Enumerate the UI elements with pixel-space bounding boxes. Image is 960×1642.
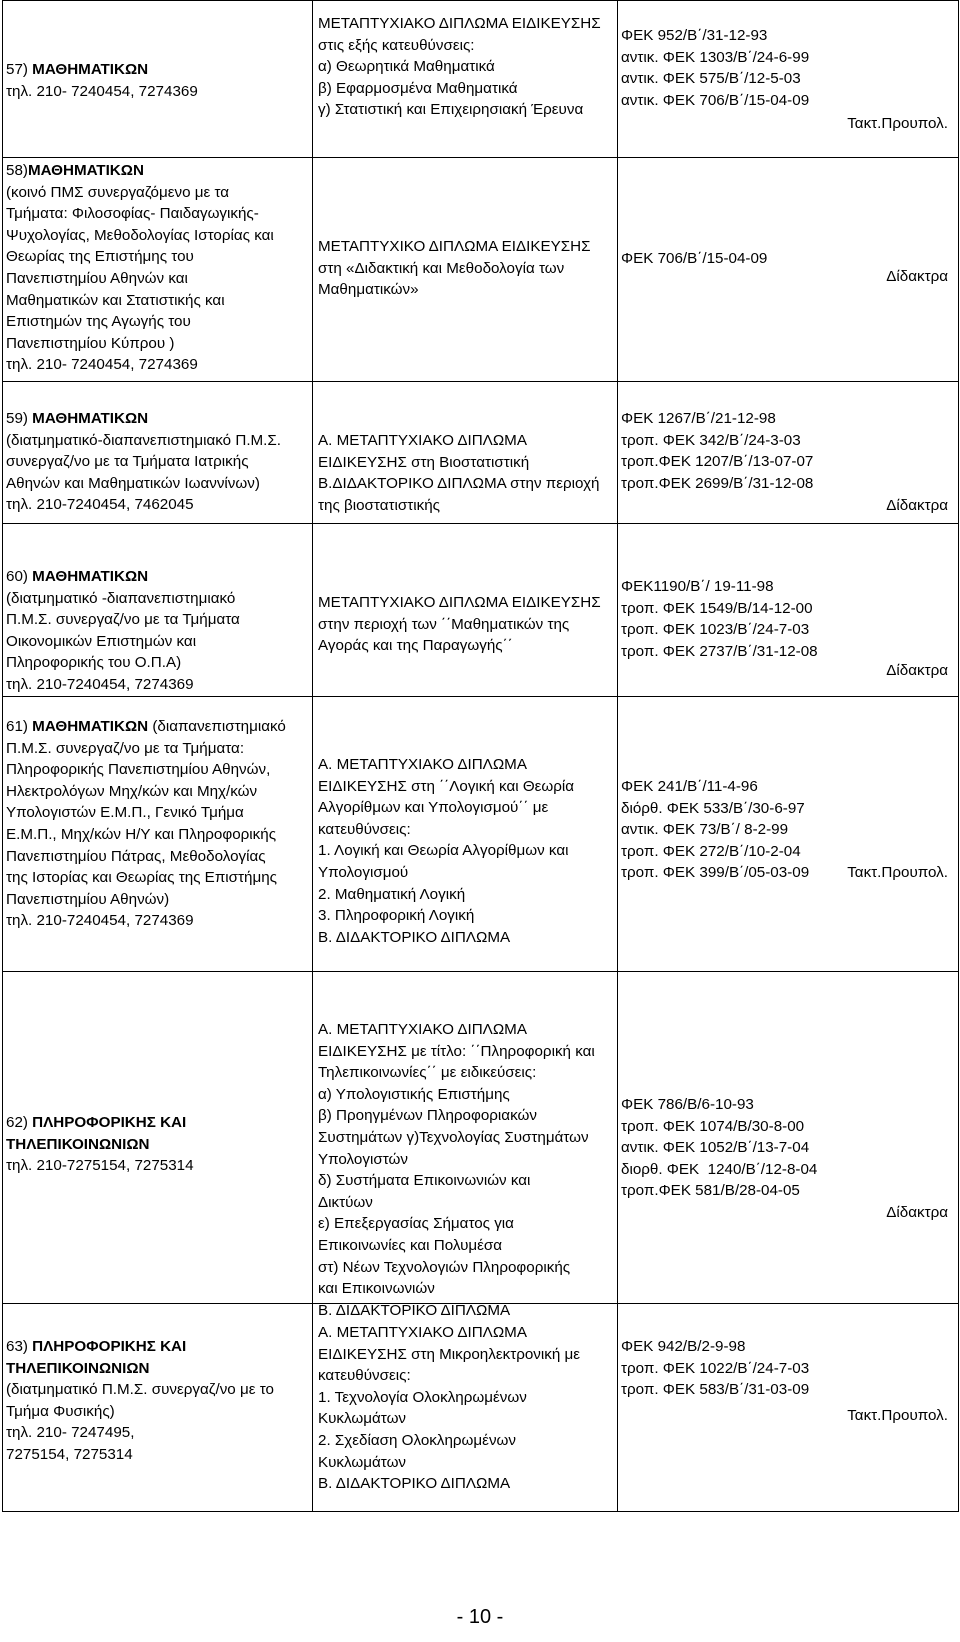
department-line: Πανεπιστημίου Κύπρου ) <box>6 334 175 352</box>
department-line: (κοινό ΠΜΣ συνεργαζόμενο με τα <box>6 183 230 201</box>
department-line: Θεωρίας της Επιστήμης του <box>6 248 194 266</box>
funding-tag: Τακτ.Προυπολ. <box>847 1407 948 1424</box>
gazette-line: διόρθ. ΦΕΚ 533/Β΄/30-6-97 <box>621 799 805 817</box>
degree-line: Τηλεπικοινωνίες΄΄ με ειδικεύσεις: <box>318 1064 537 1082</box>
gazette-line: τροπ. ΦΕΚ 399/Β΄/05-03-09 <box>621 864 810 882</box>
gazette-line: ΦΕΚ 952/Β΄/31-12-93 <box>621 27 768 44</box>
department-line: τηλ. 210- 7240454, 7274369 <box>6 82 198 100</box>
department-title <box>6 408 281 430</box>
gazette-cell <box>618 158 958 381</box>
row-number: 60) <box>6 568 33 585</box>
degree-cell <box>313 697 618 971</box>
department-line: Αθηνών και Μαθηματικών Ιωαννίνων) <box>6 474 260 492</box>
department-note: (διαπανεπιστημιακό <box>148 718 286 735</box>
gazette-line: τροπ. ΦΕΚ 2737/Β΄/31-12-08 <box>621 642 818 660</box>
gazette-line: ΦΕΚ 942/Β/2-9-98 <box>621 1338 746 1355</box>
gazette-cell <box>618 524 958 696</box>
department-line: 7275154, 7275314 <box>6 1445 133 1463</box>
department-cell <box>3 158 313 381</box>
degree-line: Αγοράς και της Παραγωγής΄΄ <box>318 637 513 655</box>
department-name: ΜΑΘΗΜΑΤΙΚΩΝ <box>32 410 149 427</box>
department-text <box>6 1336 274 1466</box>
degree-line: β) Εφαρμοσμένα Μαθηματικά <box>318 79 518 97</box>
department-name: ΜΑΘΗΜΑΤΙΚΩΝ <box>32 718 149 735</box>
department-line: Ε.Μ.Π., Μηχ/κών Η/Υ και Πληροφορικής <box>6 825 277 843</box>
department-line: (διατμηματικό Π.Μ.Σ. συνεργαζ/νο με το <box>6 1381 274 1399</box>
department-cell <box>3 972 313 1303</box>
department-title <box>6 1336 274 1358</box>
department-text <box>6 716 286 932</box>
department-line: της Ιστορίας και Θεωρίας της Επιστήμης <box>6 869 278 887</box>
department-text <box>6 566 240 696</box>
gazette-cell <box>618 1304 958 1511</box>
degree-text <box>318 430 600 516</box>
department-line: Πανεπιστημίου Πάτρας, Μεθοδολογίας <box>6 847 266 865</box>
department-cell <box>3 382 313 523</box>
department-title <box>6 1112 194 1134</box>
degree-line: Συστημάτων γ)Τεχνολογίας Συστημάτων <box>318 1128 589 1146</box>
department-text <box>6 408 281 516</box>
row-number: 61) <box>6 718 33 735</box>
department-line: τηλ. 210-7240454, 7274369 <box>6 912 194 930</box>
degree-line: κατευθύνσεις: <box>318 1367 411 1385</box>
funding-tag: Δίδακτρα <box>886 1204 948 1221</box>
gazette-text <box>621 776 809 884</box>
degree-line: β) Προηγμένων Πληροφοριακών <box>318 1107 537 1125</box>
degree-line: Α. ΜΕΤΑΠΤΥΧΙΑΚΟ ΔΙΠΛΩΜΑ <box>318 756 527 773</box>
gazette-text <box>621 248 767 270</box>
department-text <box>6 59 198 102</box>
department-name: ΠΛΗΡΟΦΟΡΙΚΗΣ ΚΑΙ <box>32 1114 187 1131</box>
degree-line: και Επικοινωνιών <box>318 1280 435 1298</box>
degree-line: ΕΙΔΙΚΕΥΣΗΣ με τίτλο: ΄΄Πληροφορική και <box>318 1042 595 1060</box>
degree-cell <box>313 524 618 696</box>
department-line: τηλ. 210-7240454, 7274369 <box>6 675 194 693</box>
degree-line: Β.ΔΙΔΑΚΤΟΡΙΚΟ ΔΙΠΛΩΜΑ στην περιοχή <box>318 475 600 493</box>
degree-line: α) Θεωρητικά Μαθηματικά <box>318 58 495 76</box>
degree-line: 1. Τεχνολογία Ολοκληρωμένων <box>318 1388 527 1406</box>
department-name-cont: ΤΗΛΕΠΙΚΟΙΝΩΝΙΩΝ <box>6 1359 150 1377</box>
degree-text <box>318 1322 580 1495</box>
department-line: Π.Μ.Σ. συνεργαζ/νο με τα Τμήματα <box>6 611 240 629</box>
gazette-line: αντικ. ΦΕΚ 575/Β΄/12-5-03 <box>621 70 801 88</box>
degree-line: Επικοινωνίες και Πολυμέσα <box>318 1236 503 1254</box>
department-line: Τμήματα: Φιλοσοφίας- Παιδαγωγικής- <box>6 205 259 223</box>
department-line: τηλ. 210- 7247495, <box>6 1424 135 1442</box>
department-line: (διατμηματικό -διαπανεπιστημιακό <box>6 589 236 607</box>
department-name: ΜΑΘΗΜΑΤΙΚΩΝ <box>27 162 144 179</box>
degree-line: α) Υπολογιστικής Επιστήμης <box>318 1085 510 1103</box>
department-text <box>6 160 274 376</box>
gazette-line: αντικ. ΦΕΚ 1052/Β΄/13-7-04 <box>621 1139 810 1157</box>
department-line: Μαθηματικών και Στατιστικής και <box>6 291 225 309</box>
gazette-text <box>621 576 818 662</box>
degree-cell <box>313 158 618 381</box>
gazette-line: ΦΕΚ 241/Β΄/11-4-96 <box>621 778 758 795</box>
gazette-text <box>621 1094 817 1202</box>
department-title <box>6 59 198 81</box>
department-line: Επιστημών της Αγωγής του <box>6 313 191 331</box>
gazette-text <box>621 1336 809 1401</box>
degree-line: ΜΕΤΑΠΤΥΧΙΑΚΟ ΔΙΠΛΩΜΑ ΕΙΔΙΚΕΥΣΗΣ <box>318 15 601 32</box>
degree-text <box>318 13 601 121</box>
table-row <box>2 972 959 1319</box>
gazette-line: τροπ.ΦΕΚ 1207/Β΄/13-07-07 <box>621 453 814 471</box>
department-cell <box>3 1304 313 1511</box>
degree-line: κατευθύνσεις: <box>318 820 411 838</box>
degree-line: στην περιοχή των ΄΄Μαθηματικών της <box>318 615 570 633</box>
table-row <box>2 1304 959 1512</box>
page-number: - 10 - <box>456 1606 504 1628</box>
gazette-line: ΦΕΚ 786/Β/6-10-93 <box>621 1096 754 1113</box>
department-name: ΜΑΘΗΜΑΤΙΚΩΝ <box>32 61 149 78</box>
gazette-line: αντικ. ΦΕΚ 706/Β΄/15-04-09 <box>621 91 810 109</box>
gazette-line: ΦΕΚ 1267/Β΄/21-12-98 <box>621 410 776 427</box>
gazette-line: τροπ. ΦΕΚ 1549/Β/14-12-00 <box>621 599 813 617</box>
degree-text <box>318 592 601 657</box>
degree-line: 2. Μαθηματική Λογική <box>318 885 466 903</box>
degree-line: Υπολογισμού <box>318 863 409 881</box>
degree-text <box>318 754 574 948</box>
degree-line: Β. ΔΙΔΑΚΤΟΡΙΚΟ ΔΙΠΛΩΜΑ <box>318 928 511 946</box>
department-line: Πανεπιστημίου Αθηνών) <box>6 890 170 908</box>
table-row <box>2 524 959 697</box>
department-cell <box>3 697 313 971</box>
department-line: τηλ. 210-7240454, 7462045 <box>6 496 194 514</box>
row-number: 62) <box>6 1114 33 1131</box>
department-name-cont: ΤΗΛΕΠΙΚΟΙΝΩΝΙΩΝ <box>6 1135 150 1153</box>
degree-line: Κυκλωμάτων <box>318 1410 407 1428</box>
gazette-line: αντικ. ΦΕΚ 1303/Β΄/24-6-99 <box>621 48 810 66</box>
degree-line: Αλγορίθμων και Υπολογισμού΄΄ με <box>318 799 549 817</box>
gazette-line: τροπ. ΦΕΚ 342/Β΄/24-3-03 <box>621 431 801 449</box>
row-number: 58) <box>6 162 28 179</box>
department-title <box>6 716 286 738</box>
gazette-cell <box>618 382 958 523</box>
table-row <box>2 382 959 524</box>
degree-line: Κυκλωμάτων <box>318 1453 407 1471</box>
degree-line: ΕΙΔΙΚΕΥΣΗΣ στη Βιοστατιστική <box>318 453 530 471</box>
degree-line: Β. ΔΙΔΑΚΤΟΡΙΚΟ ΔΙΠΛΩΜΑ <box>318 1301 511 1319</box>
gazette-line: ΦΕΚ1190/Β΄/ 19-11-98 <box>621 578 774 595</box>
department-line: Πληροφορικής του Ο.Π.Α) <box>6 654 182 672</box>
gazette-cell <box>618 972 958 1303</box>
gazette-line: διορθ. ΦΕΚ 1240/Β΄/12-8-04 <box>621 1160 818 1178</box>
department-line: (διατμηματικό-διαπανεπιστημιακό Π.Μ.Σ. <box>6 431 282 449</box>
table-row <box>2 0 959 158</box>
funding-tag: Τακτ.Προυπολ. <box>847 115 948 132</box>
degree-line: 1. Λογική και Θεωρία Αλγορίθμων και <box>318 842 569 860</box>
funding-tag: Τακτ.Προυπολ. <box>847 864 948 881</box>
department-line: Ηλεκτρολόγων Μηχ/κών και Μηχ/κών <box>6 782 258 800</box>
degree-line: στις εξής κατευθύνσεις: <box>318 36 475 54</box>
department-line: Πανεπιστημίου Αθηνών και <box>6 269 188 287</box>
degree-line: της βιοστατιστικής <box>318 496 440 514</box>
degree-line: Β. ΔΙΔΑΚΤΟΡΙΚΟ ΔΙΠΛΩΜΑ <box>318 1475 511 1493</box>
row-number: 57) <box>6 61 33 78</box>
gazette-cell <box>618 1 958 157</box>
degree-line: Α. ΜΕΤΑΠΤΥΧΙΑΚΟ ΔΙΠΛΩΜΑ <box>318 1324 527 1341</box>
gazette-line: τροπ. ΦΕΚ 583/Β΄/31-03-09 <box>621 1381 810 1399</box>
degree-cell <box>313 1304 618 1511</box>
degree-cell <box>313 972 618 1319</box>
department-line: τηλ. 210-7275154, 7275314 <box>6 1157 194 1175</box>
funding-tag: Δίδακτρα <box>886 662 948 679</box>
gazette-line: τροπ. ΦΕΚ 272/Β΄/10-2-04 <box>621 842 801 860</box>
degree-line: στ) Νέων Τεχνολογιών Πληροφορικής <box>318 1258 571 1276</box>
degree-line: Α. ΜΕΤΑΠΤΥΧΙΑΚΟ ΔΙΠΛΩΜΑ <box>318 1021 527 1038</box>
degree-line: 2. Σχεδίαση Ολοκληρωμένων <box>318 1431 516 1449</box>
degree-line: ΜΕΤΑΠΤΥΧΙΚΟ ΔΙΠΛΩΜΑ ΕΙΔΙΚΕΥΣΗΣ <box>318 238 591 255</box>
department-title <box>6 160 274 182</box>
table-row <box>2 697 959 972</box>
department-name: ΠΛΗΡΟΦΟΡΙΚΗΣ ΚΑΙ <box>32 1338 187 1355</box>
department-line: τηλ. 210- 7240454, 7274369 <box>6 356 198 374</box>
department-name: ΜΑΘΗΜΑΤΙΚΩΝ <box>32 568 149 585</box>
funding-tag: Δίδακτρα <box>886 497 948 514</box>
department-line: Ψυχολογίας, Μεθοδολογίας Ιστορίας και <box>6 226 274 244</box>
gazette-line: τροπ. ΦΕΚ 1074/Β/30-8-00 <box>621 1117 805 1135</box>
gazette-line: τροπ.ΦΕΚ 2699/Β΄/31-12-08 <box>621 474 814 492</box>
department-text <box>6 1112 194 1177</box>
gazette-text <box>621 25 809 111</box>
degree-line: δ) Συστήματα Επικοινωνιών και <box>318 1172 531 1190</box>
funding-tag: Δίδακτρα <box>886 268 948 285</box>
gazette-line: τροπ. ΦΕΚ 1022/Β΄/24-7-03 <box>621 1359 810 1377</box>
gazette-line: αντικ. ΦΕΚ 73/Β΄/ 8-2-99 <box>621 821 789 839</box>
gazette-text <box>621 408 813 494</box>
degree-line: γ) Στατιστική και Επιχειρησιακή Έρευνα <box>318 101 584 119</box>
degree-line: ΕΙΔΙΚΕΥΣΗΣ στη Μικροηλεκτρονική με <box>318 1345 581 1363</box>
degree-line: στη «Διδακτική και Μεθοδολογία των <box>318 259 565 277</box>
department-line: Π.Μ.Σ. συνεργαζ/νο με τα Τμήματα: <box>6 739 245 757</box>
degree-cell <box>313 1 618 157</box>
department-line: Πληροφορικής Πανεπιστημίου Αθηνών, <box>6 761 271 779</box>
degree-line: ε) Επεξεργασίας Σήματος για <box>318 1215 514 1233</box>
gazette-line: ΦΕΚ 706/Β΄/15-04-09 <box>621 250 768 267</box>
row-number: 63) <box>6 1338 33 1355</box>
department-title <box>6 566 240 588</box>
gazette-line: τροπ.ΦΕΚ 581/Β/28-04-05 <box>621 1182 800 1200</box>
degree-line: ΜΕΤΑΠΤΥΧΙΑΚΟ ΔΙΠΛΩΜΑ ΕΙΔΙΚΕΥΣΗΣ <box>318 594 601 611</box>
degree-cell <box>313 382 618 523</box>
row-number: 59) <box>6 410 33 427</box>
department-line: Οικονομικών Επιστημών και <box>6 632 197 650</box>
degree-line: Μαθηματικών» <box>318 281 419 299</box>
department-cell <box>3 1 313 157</box>
degree-line: Δικτύων <box>318 1193 373 1211</box>
gazette-line: τροπ. ΦΕΚ 1023/Β΄/24-7-03 <box>621 621 810 639</box>
department-line: Τμήμα Φυσικής) <box>6 1402 115 1420</box>
degree-line: Υπολογιστών <box>318 1150 408 1168</box>
gazette-cell <box>618 697 958 971</box>
degree-line: 3. Πληροφορική Λογική <box>318 907 475 925</box>
degree-text <box>318 1019 595 1321</box>
degree-line: Α. ΜΕΤΑΠΤΥΧΙΑΚΟ ΔΙΠΛΩΜΑ <box>318 432 527 449</box>
degree-line: ΕΙΔΙΚΕΥΣΗΣ στη ΄΄Λογική και Θεωρία <box>318 777 575 795</box>
department-cell <box>3 524 313 696</box>
degree-text <box>318 236 590 301</box>
department-line: Υπολογιστών Ε.Μ.Π., Γενικό Τμήμα <box>6 804 244 822</box>
department-line: συνεργαζ/νο με τα Τμήματα Ιατρικής <box>6 453 249 471</box>
table-row <box>2 158 959 382</box>
